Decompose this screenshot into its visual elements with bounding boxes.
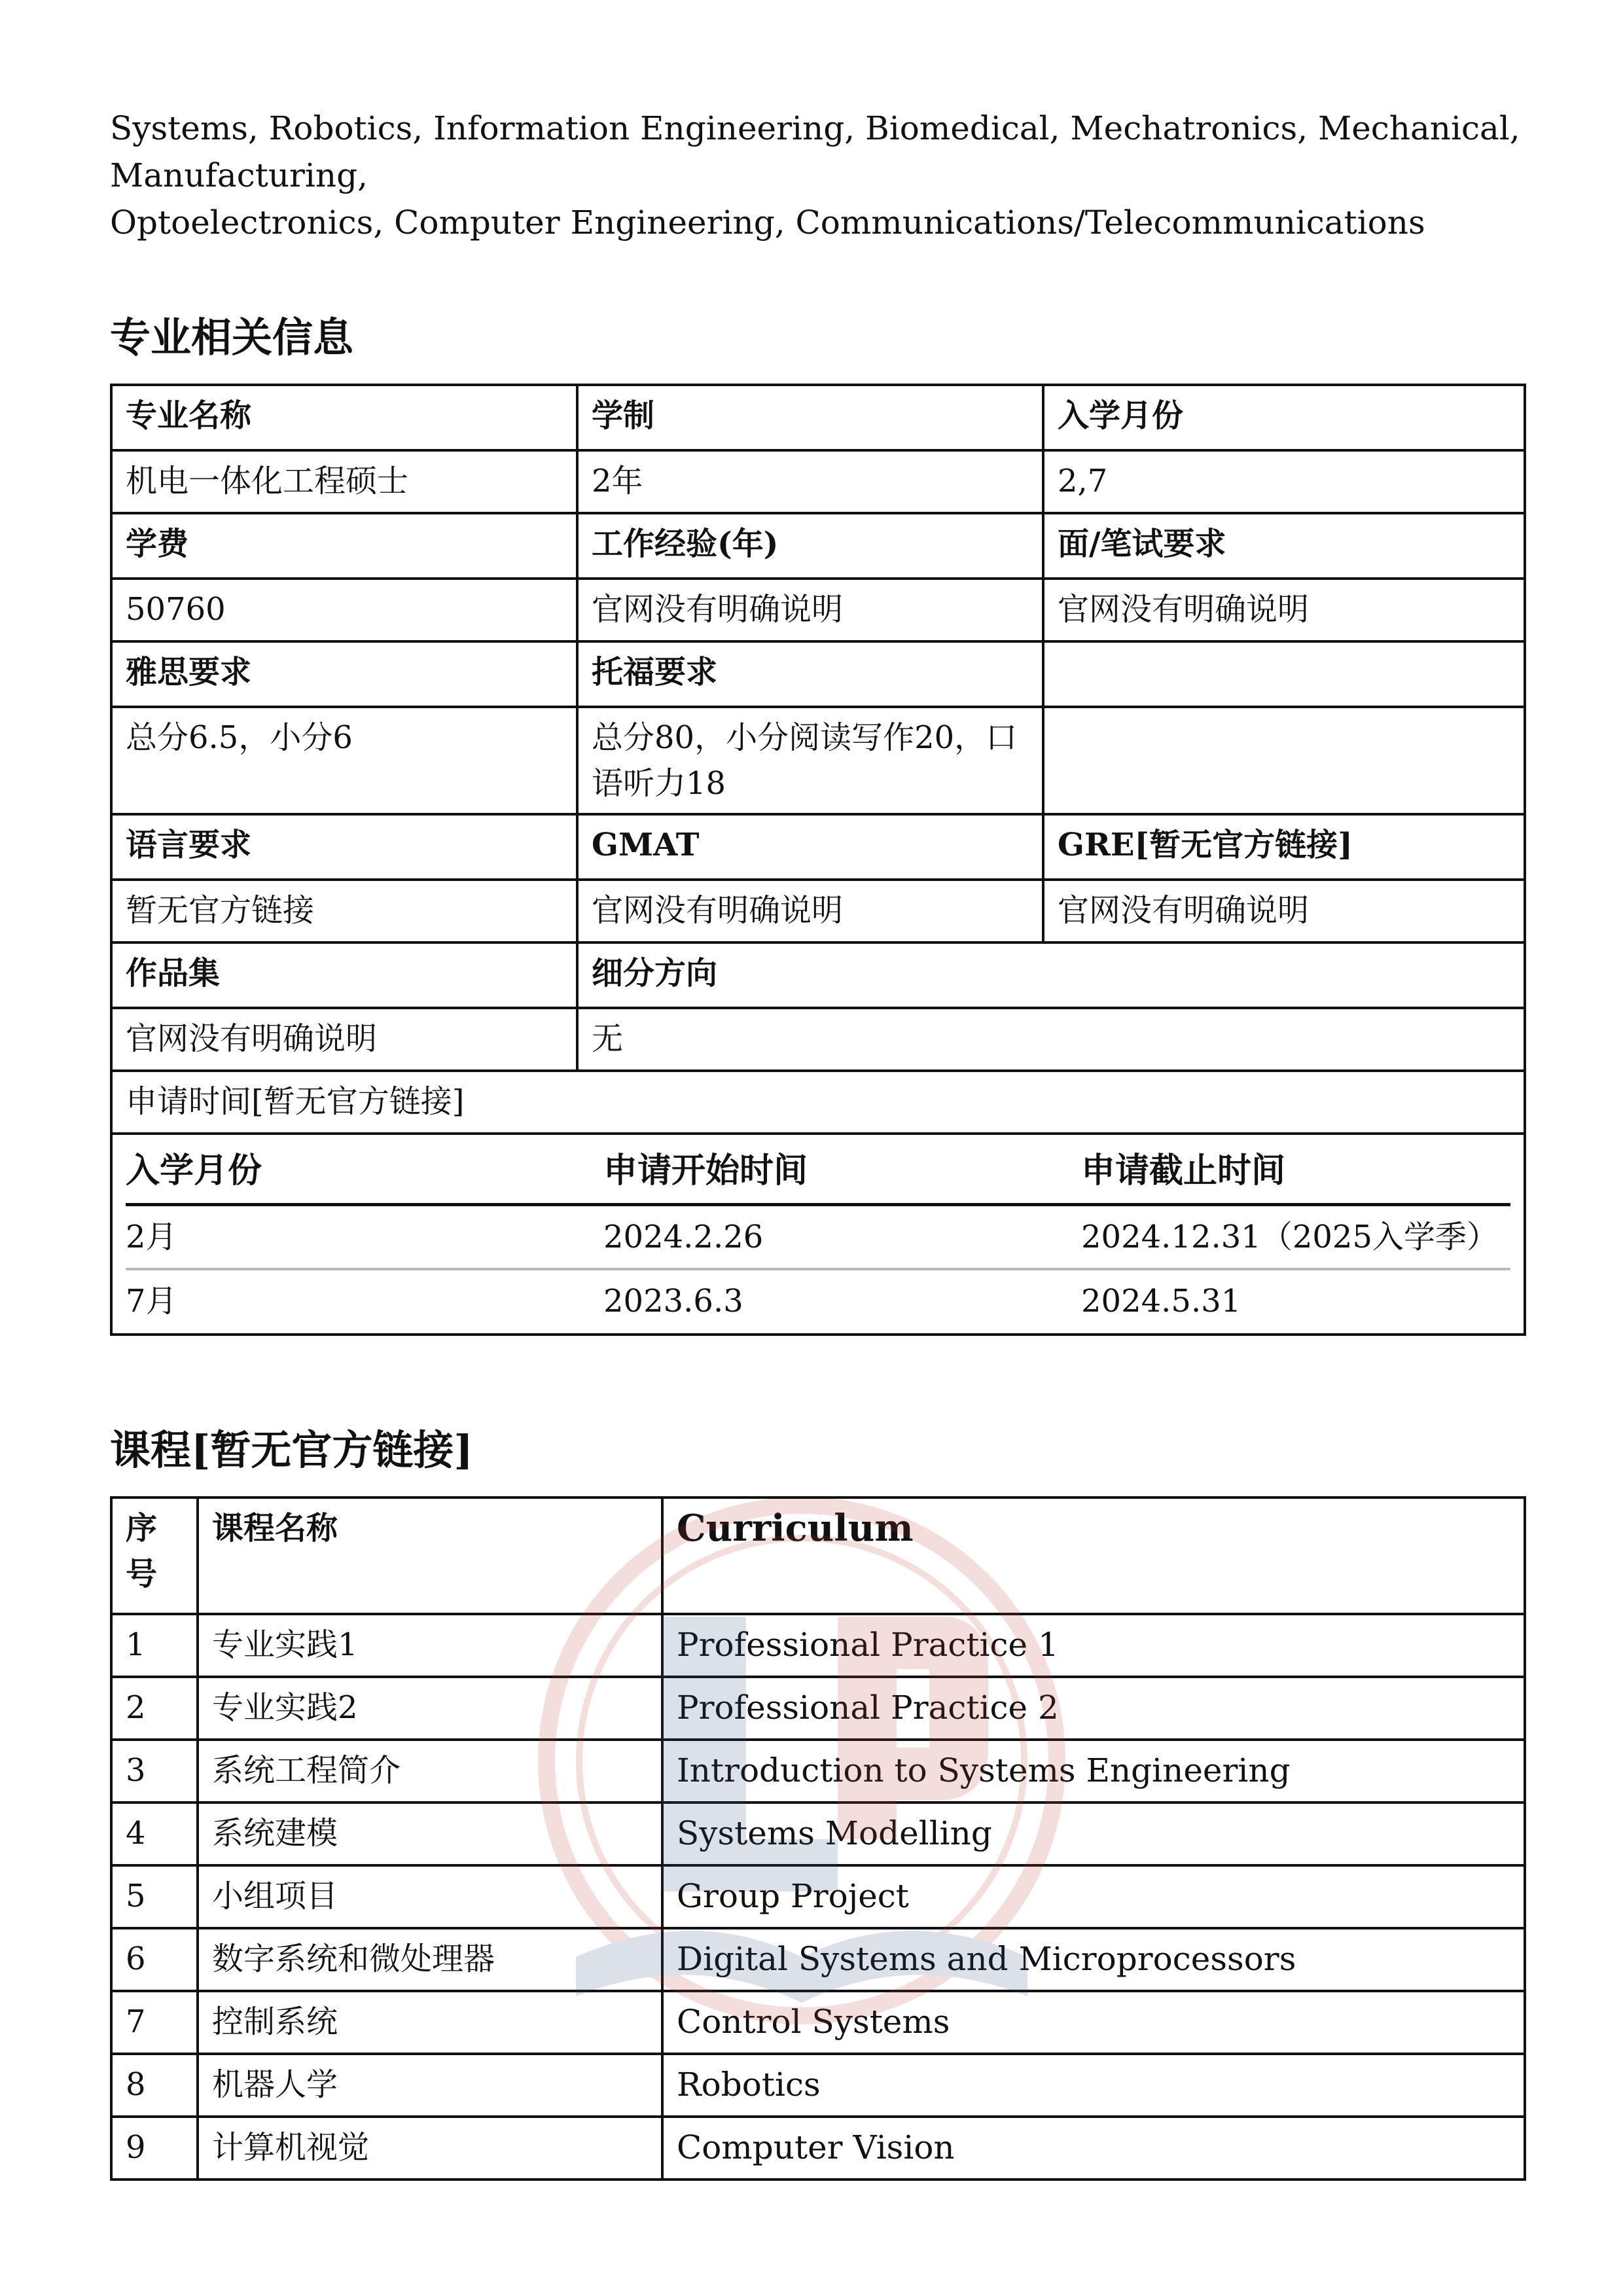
- course-index: 9: [111, 2117, 198, 2179]
- intro-line-2: Manufacturing,: [110, 156, 368, 194]
- duration-label: 学制: [577, 385, 1043, 450]
- interview-value: 官网没有明确说明: [1043, 579, 1525, 641]
- course-name-cn: 小组项目: [198, 1865, 662, 1928]
- interview-label: 面/笔试要求: [1043, 513, 1525, 579]
- schedule-header-start: 申请开始时间: [603, 1135, 1081, 1205]
- course-name-cn: 系统工程简介: [198, 1740, 662, 1803]
- language-value: 暂无官方链接: [111, 880, 577, 942]
- program-name-label: 专业名称: [111, 385, 577, 450]
- tuition-label: 学费: [111, 513, 577, 579]
- course-name-cn: 系统建模: [198, 1803, 662, 1865]
- intro-line-1: Systems, Robotics, Information Engineering, Biomedical, Mechatronics, Mechanical,: [110, 109, 1520, 147]
- program-info-title: 专业相关信息: [110, 314, 354, 361]
- application-time-label: 申请时间[暂无官方链接]: [111, 1071, 1525, 1134]
- gmat-value: 官网没有明确说明: [577, 880, 1043, 942]
- tuition-value: 50760: [111, 579, 577, 641]
- intake-value: 2,7: [1043, 450, 1525, 513]
- course-name-cn: 专业实践2: [198, 1677, 662, 1740]
- course-index: 8: [111, 2054, 198, 2117]
- course-name-en: Computer Vision: [662, 2117, 1525, 2179]
- schedule-row-1-deadline: 2024.12.31（2025入学季）: [1081, 1205, 1510, 1270]
- course-index: 5: [111, 1865, 198, 1928]
- document-page: [110, 105, 1524, 2166]
- empty-cell: [1043, 641, 1525, 707]
- gre-value: 官网没有明确说明: [1043, 880, 1525, 942]
- schedule-header-deadline: 申请截止时间: [1081, 1135, 1510, 1205]
- course-header-name: 课程名称: [198, 1498, 662, 1614]
- program-info-table: [110, 384, 1526, 1336]
- schedule-row-2-deadline: 2024.5.31: [1081, 1283, 1241, 1319]
- course-index: 7: [111, 1991, 198, 2054]
- course-name-en: Robotics: [662, 2054, 1525, 2117]
- course-name-en: Systems Modelling: [662, 1803, 1525, 1865]
- course-index: 2: [111, 1677, 198, 1740]
- work-exp-label: 工作经验(年): [577, 513, 1043, 579]
- course-name-cn: 控制系统: [198, 1991, 662, 2054]
- course-index: 1: [111, 1614, 198, 1677]
- schedule-row-1-intake: 2月: [126, 1205, 603, 1270]
- schedule-row-2-start: 2023.6.3: [603, 1283, 743, 1319]
- gmat-label: GMAT: [577, 814, 1043, 880]
- program-name-value: 机电一体化工程硕士: [111, 450, 577, 513]
- language-label: 语言要求: [111, 814, 577, 880]
- ielts-label: 雅思要求: [111, 641, 577, 707]
- course-index: 4: [111, 1803, 198, 1865]
- course-name-cn: 计算机视觉: [198, 2117, 662, 2179]
- course-header-curriculum: Curriculum: [662, 1498, 1525, 1614]
- schedule-header-intake: 入学月份: [126, 1135, 603, 1205]
- application-schedule-cell: [111, 1134, 1525, 1335]
- ielts-value: 总分6.5，小分6: [111, 707, 577, 814]
- portfolio-label: 作品集: [111, 942, 577, 1008]
- application-schedule-table: [126, 1135, 1510, 1324]
- work-exp-value: 官网没有明确说明: [577, 579, 1043, 641]
- toefl-label: 托福要求: [577, 641, 1043, 707]
- course-name-en: Digital Systems and Microprocessors: [662, 1928, 1525, 1991]
- intake-label: 入学月份: [1043, 385, 1525, 450]
- toefl-value: 总分80，小分阅读写作20，口语听力18: [577, 707, 1043, 814]
- course-name-en: Introduction to Systems Engineering: [662, 1740, 1525, 1803]
- course-index: 6: [111, 1928, 198, 1991]
- schedule-row-1-start: 2024.2.26: [603, 1205, 1081, 1270]
- specialization-label: 细分方向: [577, 942, 1525, 1008]
- duration-value: 2年: [577, 450, 1043, 513]
- course-name-en: Group Project: [662, 1865, 1525, 1928]
- course-name-cn: 机器人学: [198, 2054, 662, 2117]
- portfolio-value: 官网没有明确说明: [111, 1008, 577, 1071]
- specialization-value: 无: [577, 1008, 1525, 1071]
- course-name-cn: 数字系统和微处理器: [198, 1928, 662, 1991]
- course-name-en: Professional Practice 1: [662, 1614, 1525, 1677]
- course-header-index: 序号: [111, 1498, 198, 1614]
- course-index: 3: [111, 1740, 198, 1803]
- empty-cell: [1043, 707, 1525, 814]
- course-name-en: Control Systems: [662, 1991, 1525, 2054]
- schedule-row-2-intake: 7月: [126, 1283, 177, 1319]
- intro-paragraph: [110, 105, 1524, 246]
- gre-label: GRE[暂无官方链接]: [1043, 814, 1525, 880]
- course-name-en: Professional Practice 2: [662, 1677, 1525, 1740]
- curriculum-table: [110, 1496, 1526, 2181]
- intro-line-3: Optoelectronics, Computer Engineering, Communications/Telecommunications: [110, 204, 1425, 242]
- curriculum-title: 课程[暂无官方链接]: [110, 1426, 473, 1474]
- course-name-cn: 专业实践1: [198, 1614, 662, 1677]
